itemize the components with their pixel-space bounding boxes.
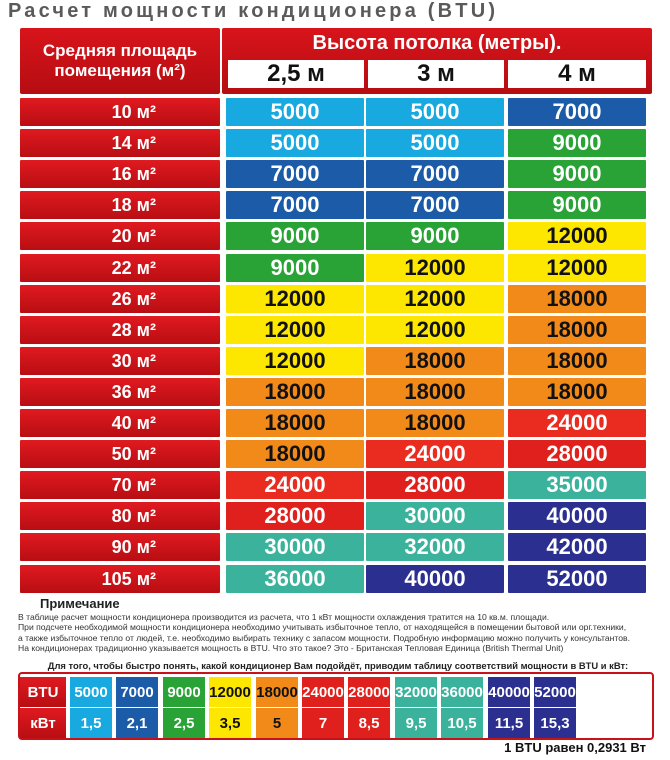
btu-value-cell: 18000 xyxy=(366,378,504,406)
kw-conversion-cell: 8,5 xyxy=(348,708,390,738)
area-header-line1: Средняя площадь xyxy=(42,41,198,60)
kw-conversion-cell: 11,5 xyxy=(488,708,530,738)
btu-value-cell: 36000 xyxy=(226,565,364,593)
kw-conversion-cell: 1,5 xyxy=(70,708,112,738)
btu-value-cell: 18000 xyxy=(366,409,504,437)
btu-value-cell: 24000 xyxy=(226,471,364,499)
btu-value-cell: 24000 xyxy=(508,409,646,437)
area-cell: 90 м² xyxy=(20,533,220,561)
btu-value-cell: 5000 xyxy=(366,98,504,126)
btu-value-cell: 5000 xyxy=(226,98,364,126)
btu-value-cell: 12000 xyxy=(226,316,364,344)
area-cell: 36 м² xyxy=(20,378,220,406)
ceiling-height-header xyxy=(222,28,652,94)
btu-value-cell: 18000 xyxy=(508,285,646,313)
kw-conversion-cell: 7 xyxy=(302,708,344,738)
kw-conversion-cell: 2,5 xyxy=(163,708,205,738)
area-header-line2: помещения (м²) xyxy=(54,61,186,80)
btu-conversion-cell: 28000 xyxy=(348,677,390,707)
btu-value-cell: 9000 xyxy=(366,222,504,250)
btu-value-cell: 12000 xyxy=(366,285,504,313)
area-cell: 10 м² xyxy=(20,98,220,126)
kw-conversion-cell: 10,5 xyxy=(441,708,483,738)
btu-conversion-cell: 52000 xyxy=(534,677,576,707)
btu-conversion-cell: 32000 xyxy=(395,677,437,707)
btu-conversion-cell: 18000 xyxy=(256,677,298,707)
area-cell: 20 м² xyxy=(20,222,220,250)
btu-conversion-cell: 7000 xyxy=(116,677,158,707)
kw-conversion-cell: 3,5 xyxy=(209,708,251,738)
area-cell: 80 м² xyxy=(20,502,220,530)
area-cell: 22 м² xyxy=(20,254,220,282)
area-cell: 14 м² xyxy=(20,129,220,157)
btu-value-cell: 12000 xyxy=(226,347,364,375)
btu-value-cell: 18000 xyxy=(226,409,364,437)
btu-value-cell: 40000 xyxy=(366,565,504,593)
btu-value-cell: 35000 xyxy=(508,471,646,499)
btu-value-cell: 28000 xyxy=(226,502,364,530)
kw-conversion-cell: 5 xyxy=(256,708,298,738)
note-line: В таблице расчет мощности кондиционера производится из расчета, что 1 кВт мощности охлаждения тратится на 10 кв.м. площади. xyxy=(18,612,550,622)
area-cell: 105 м² xyxy=(20,565,220,593)
conversion-intro: Для того, чтобы быстро понять, какой кондиционер Вам подойдёт, приводим таблицу соответствий мощности в BTU и кВт: xyxy=(47,660,629,671)
note-line: а также избыточное тепло от людей, т.е. необходимо выбирать технику с запасом мощности. Подробную информацию можно получить у консультантов. xyxy=(18,632,630,643)
btu-conversion-cell: 12000 xyxy=(209,677,251,707)
btu-value-cell: 30000 xyxy=(226,533,364,561)
btu-value-cell: 28000 xyxy=(366,471,504,499)
btu-value-cell: 9000 xyxy=(508,129,646,157)
btu-value-cell: 42000 xyxy=(508,533,646,561)
kw-row-label: кВт xyxy=(20,708,66,738)
btu-value-cell: 12000 xyxy=(226,285,364,313)
kw-conversion-cell: 2,1 xyxy=(116,708,158,738)
note-title: Примечание xyxy=(40,596,120,611)
btu-value-cell: 24000 xyxy=(366,440,504,468)
kw-conversion-cell: 9,5 xyxy=(395,708,437,738)
btu-value-cell: 52000 xyxy=(508,565,646,593)
btu-value-cell: 9000 xyxy=(508,191,646,219)
btu-value-cell: 18000 xyxy=(226,440,364,468)
btu-value-cell: 9000 xyxy=(226,254,364,282)
area-cell: 18 м² xyxy=(20,191,220,219)
btu-conversion-cell: 9000 xyxy=(163,677,205,707)
area-cell: 40 м² xyxy=(20,409,220,437)
area-cell: 30 м² xyxy=(20,347,220,375)
height-header-4: 4 м xyxy=(508,60,646,88)
area-cell: 16 м² xyxy=(20,160,220,188)
height-header-2-5: 2,5 м xyxy=(228,60,364,88)
btu-value-cell: 28000 xyxy=(508,440,646,468)
page-title: Расчет мощности кондиционера (BTU) xyxy=(8,0,499,22)
btu-value-cell: 18000 xyxy=(226,378,364,406)
btu-value-cell: 32000 xyxy=(366,533,504,561)
area-column-header xyxy=(20,28,220,94)
btu-conversion-cell: 5000 xyxy=(70,677,112,707)
btu-value-cell: 18000 xyxy=(508,316,646,344)
btu-value-cell: 18000 xyxy=(366,347,504,375)
btu-value-cell: 7000 xyxy=(366,191,504,219)
btu-value-cell: 5000 xyxy=(366,129,504,157)
btu-footnote: 1 BTU равен 0,2931 Вт xyxy=(504,740,646,755)
btu-value-cell: 12000 xyxy=(366,316,504,344)
note-line: При подсчете необходимой мощности кондиционера необходимо учитывать избыточное тепло, от находящейся в помещении бытовой или орг.техники, xyxy=(18,622,627,633)
area-cell: 50 м² xyxy=(20,440,220,468)
btu-value-cell: 7000 xyxy=(226,191,364,219)
btu-value-cell: 40000 xyxy=(508,502,646,530)
btu-value-cell: 9000 xyxy=(508,160,646,188)
ceiling-height-title: Высота потолка (метры). xyxy=(312,32,562,54)
btu-value-cell: 18000 xyxy=(508,347,646,375)
kw-conversion-cell: 15,3 xyxy=(534,708,576,738)
btu-conversion-cell: 40000 xyxy=(488,677,530,707)
note-line: На кондиционерах традиционно указывается мощность в BTU. Что это такое? Это - Британская Тепловая Единица (British Thermal Unit) xyxy=(18,643,564,654)
area-cell: 70 м² xyxy=(20,471,220,499)
btu-value-cell: 18000 xyxy=(508,378,646,406)
area-cell: 28 м² xyxy=(20,316,220,344)
btu-value-cell: 7000 xyxy=(508,98,646,126)
btu-value-cell: 9000 xyxy=(226,222,364,250)
area-cell: 26 м² xyxy=(20,285,220,313)
btu-value-cell: 12000 xyxy=(508,254,646,282)
btu-value-cell: 12000 xyxy=(366,254,504,282)
btu-value-cell: 7000 xyxy=(366,160,504,188)
btu-row-label: BTU xyxy=(20,677,66,707)
btu-value-cell: 30000 xyxy=(366,502,504,530)
note-text xyxy=(18,612,658,654)
btu-conversion-cell: 36000 xyxy=(441,677,483,707)
height-header-3: 3 м xyxy=(368,60,504,88)
btu-value-cell: 12000 xyxy=(508,222,646,250)
btu-value-cell: 7000 xyxy=(226,160,364,188)
btu-conversion-cell: 24000 xyxy=(302,677,344,707)
btu-value-cell: 5000 xyxy=(226,129,364,157)
